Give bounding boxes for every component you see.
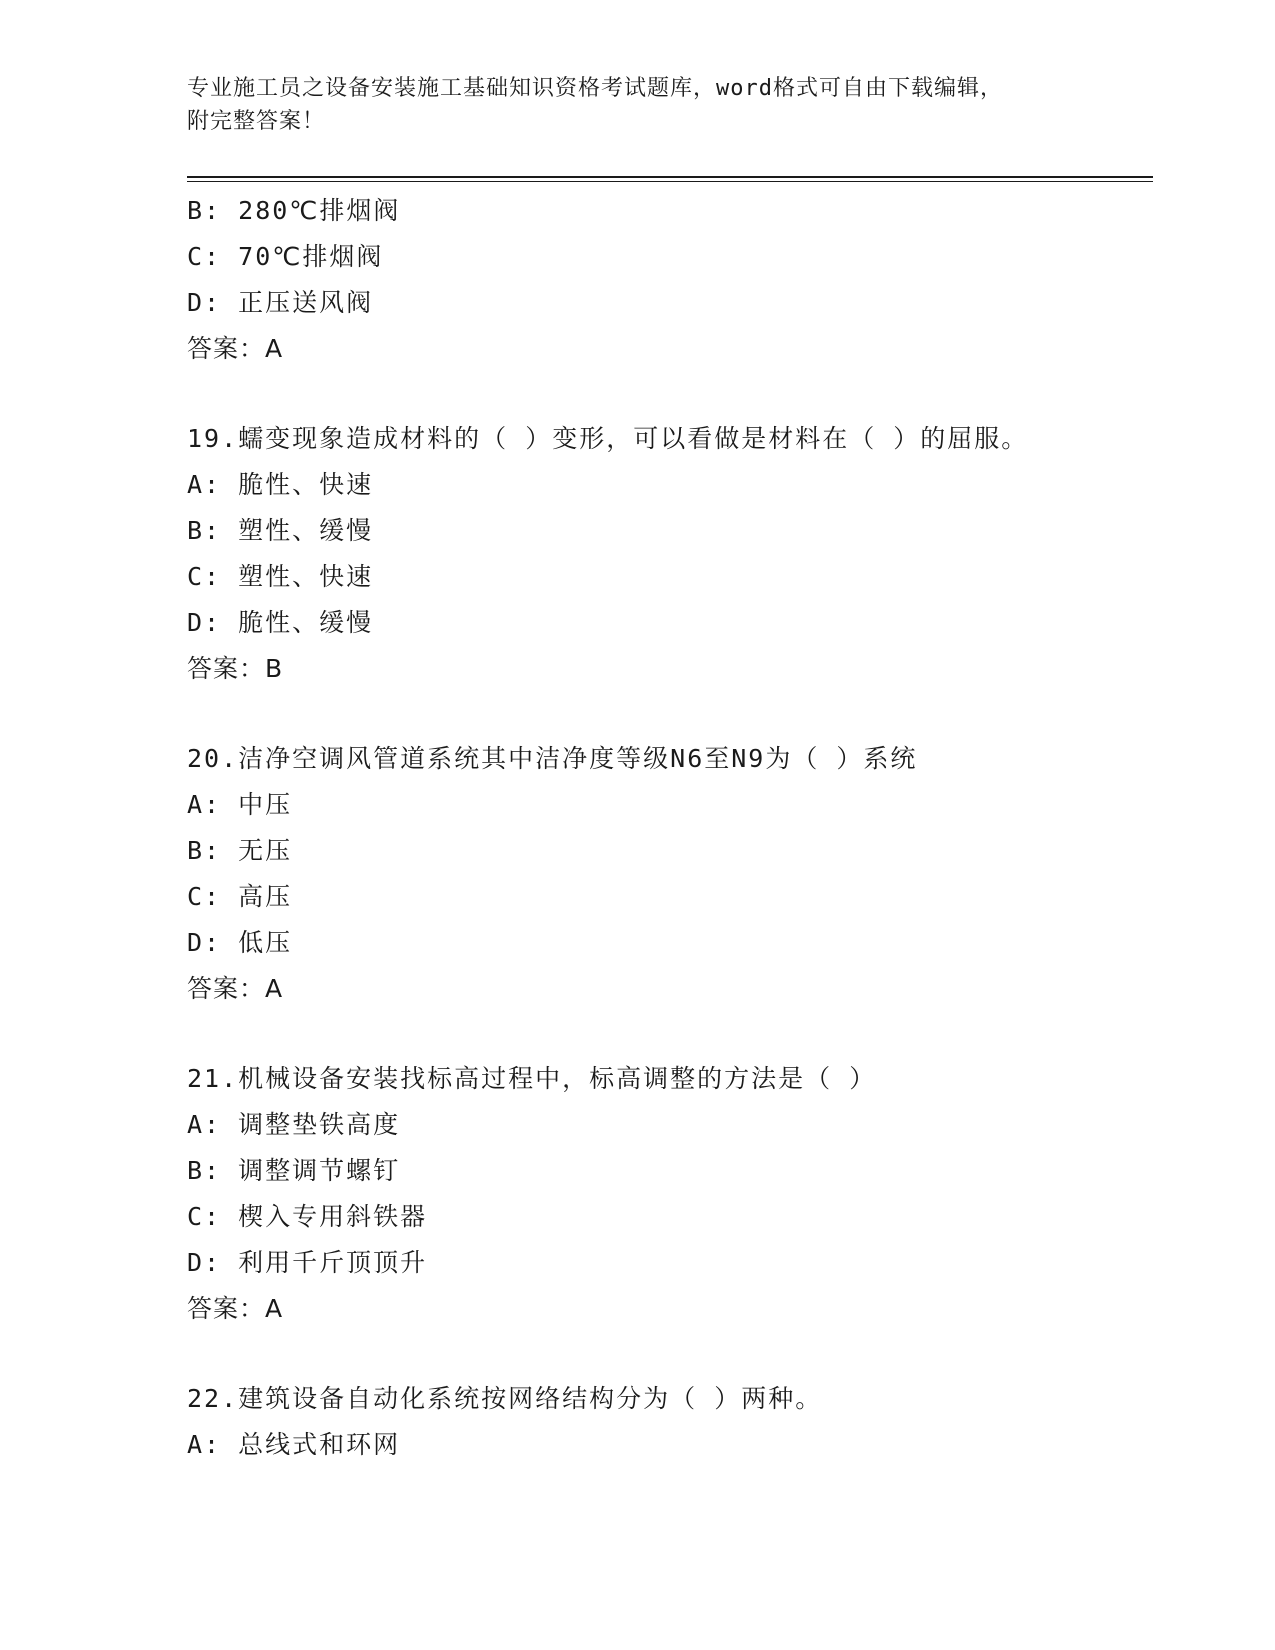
option-b: B: 无压	[187, 836, 293, 865]
question-block-20	[187, 736, 1153, 1012]
option-b: B: 调整调节螺钉	[187, 1156, 401, 1185]
header-divider-thick	[187, 176, 1153, 178]
option-c: C: 高压	[187, 882, 293, 911]
option-d: D: 脆性、缓慢	[187, 608, 374, 637]
header-line-2: 附完整答案！	[187, 109, 326, 134]
option-a: A: 总线式和环网	[187, 1430, 401, 1459]
answer-line: 答案：A	[187, 974, 284, 1003]
option-a: A: 调整垫铁高度	[187, 1110, 401, 1139]
question-text: 19.蠕变现象造成材料的（ ）变形，可以看做是材料在（ ）的屈服。	[187, 424, 1029, 453]
question-text: 22.建筑设备自动化系统按网络结构分为（ ）两种。	[187, 1384, 823, 1413]
document-header	[187, 72, 1087, 138]
answer-line: 答案：B	[187, 654, 284, 683]
header-line-1: 专业施工员之设备安装施工基础知识资格考试题库，word格式可自由下载编辑，	[187, 76, 1003, 101]
option-d: D: 低压	[187, 928, 293, 957]
option-c: C: 塑性、快速	[187, 562, 374, 591]
header-divider-thin	[187, 181, 1153, 182]
option-c: C: 70℃排烟阀	[187, 242, 384, 271]
question-content	[187, 188, 1153, 1468]
answer-line: 答案：A	[187, 334, 284, 363]
answer-line: 答案：A	[187, 1294, 284, 1323]
option-a: A: 中压	[187, 790, 293, 819]
question-text: 20.洁净空调风管道系统其中洁净度等级N6至N9为（ ）系统	[187, 744, 918, 773]
question-block-22	[187, 1376, 1153, 1468]
option-c: C: 楔入专用斜铁器	[187, 1202, 428, 1231]
question-block-21	[187, 1056, 1153, 1332]
option-a: A: 脆性、快速	[187, 470, 374, 499]
option-b: B: 塑性、缓慢	[187, 516, 374, 545]
option-d: D: 利用千斤顶顶升	[187, 1248, 428, 1277]
question-text: 21.机械设备安装找标高过程中，标高调整的方法是（ ）	[187, 1064, 877, 1093]
question-block-continued	[187, 188, 1153, 372]
option-d: D: 正压送风阀	[187, 288, 374, 317]
option-b: B: 280℃排烟阀	[187, 196, 401, 225]
question-block-19	[187, 416, 1153, 692]
